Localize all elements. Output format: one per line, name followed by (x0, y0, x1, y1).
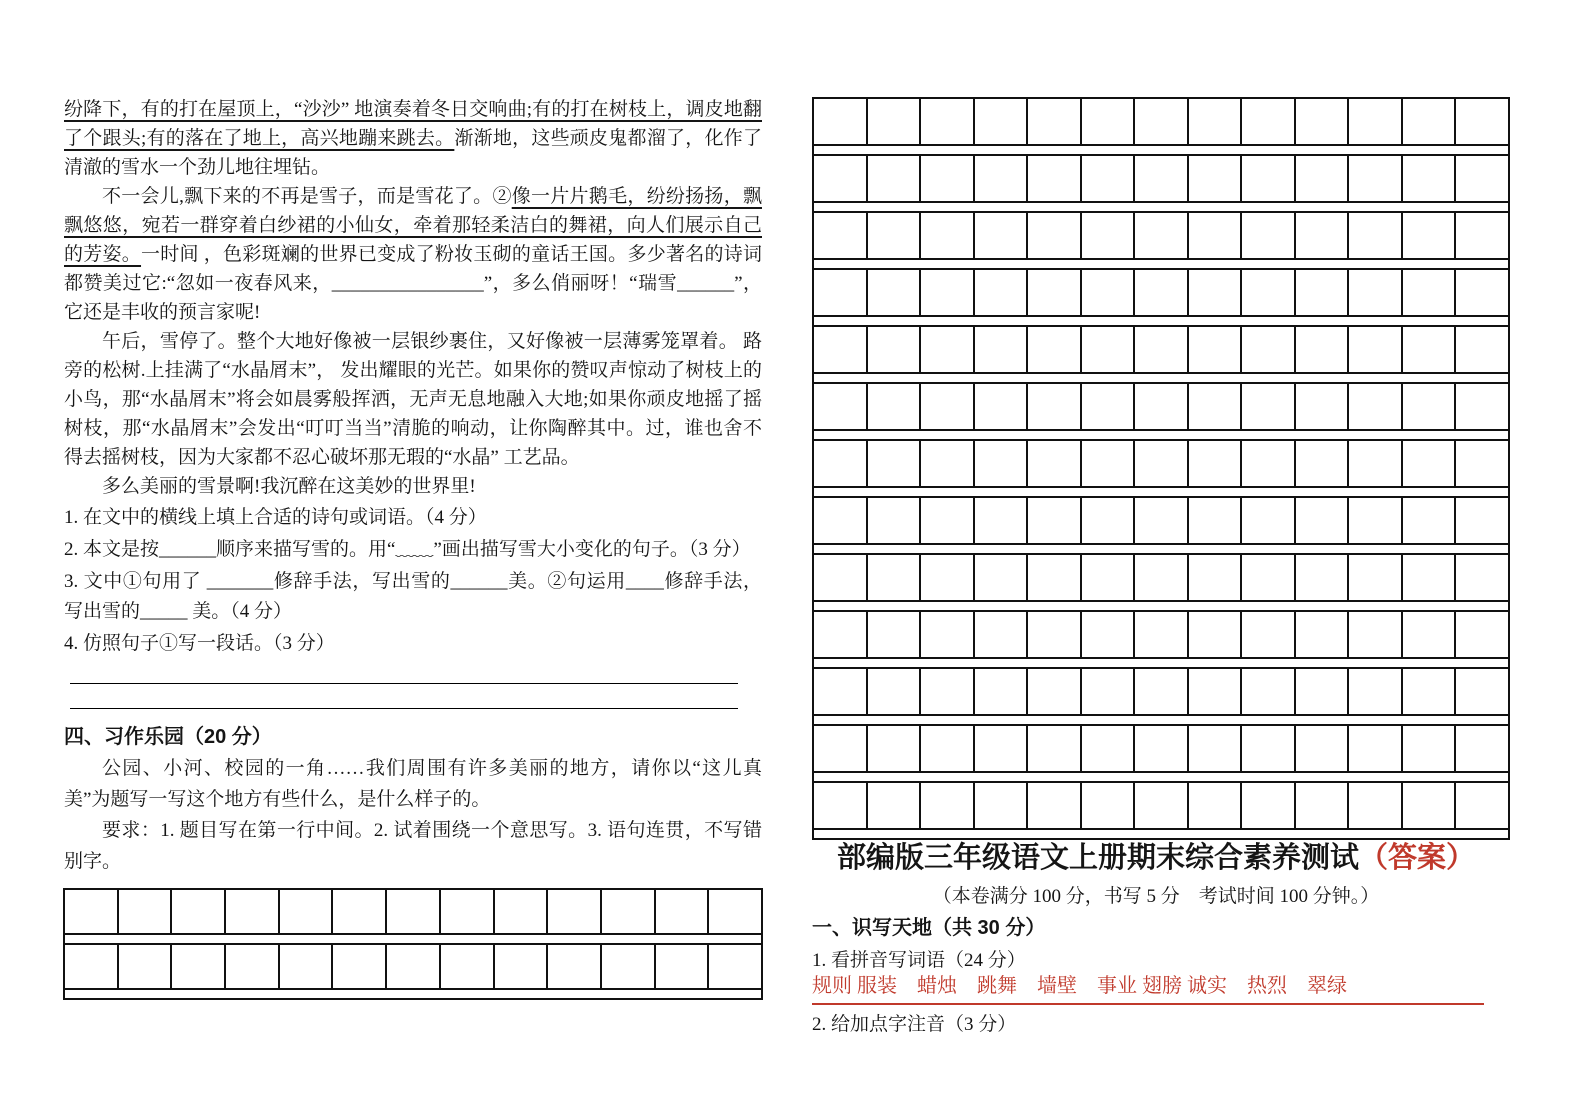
writing-cell (868, 384, 922, 429)
item2-label: 2. 给加点字注音（3 分） (812, 1014, 1017, 1035)
grid-strip (814, 659, 1508, 669)
writing-cell (1028, 555, 1082, 600)
passage-paragraph (64, 182, 762, 327)
writing-cell (868, 726, 922, 771)
writing-cell (1456, 270, 1508, 315)
writing-cell (602, 945, 656, 988)
writing-cell (814, 612, 868, 657)
writing-cell (65, 890, 119, 933)
writing-cell (1028, 783, 1082, 828)
title-answer-tag: （答案） (1359, 842, 1476, 874)
writing-cell (1135, 669, 1189, 714)
reading-passage (64, 95, 762, 501)
writing-cell (1403, 441, 1457, 486)
writing-cell (1028, 270, 1082, 315)
writing-cell (1349, 99, 1403, 144)
writing-cell (1028, 669, 1082, 714)
writing-cell (814, 270, 868, 315)
writing-cell (814, 726, 868, 771)
writing-cell (1456, 156, 1508, 201)
writing-cell (280, 945, 334, 988)
writing-cell (921, 270, 975, 315)
writing-cell (1082, 498, 1136, 543)
question-item: 4. 仿照句子①写一段话。（3 分） (64, 633, 335, 654)
writing-cell (1028, 498, 1082, 543)
writing-cell (1296, 726, 1350, 771)
writing-cell (814, 441, 868, 486)
grid-strip (814, 602, 1508, 612)
writing-cell (1135, 213, 1189, 258)
writing-cell (868, 270, 922, 315)
writing-cell (1135, 783, 1189, 828)
grid-row (814, 555, 1508, 602)
writing-cell (868, 612, 922, 657)
writing-cell (1082, 99, 1136, 144)
writing-cell (1082, 156, 1136, 201)
writing-cell (975, 612, 1029, 657)
grid-strip (65, 935, 761, 945)
writing-cell (921, 726, 975, 771)
writing-cell (387, 890, 441, 933)
writing-cell (1028, 726, 1082, 771)
writing-cell (548, 945, 602, 988)
reading-questions (64, 503, 762, 659)
writing-cell (1135, 555, 1189, 600)
writing-cell (1135, 384, 1189, 429)
writing-cell (1082, 612, 1136, 657)
writing-cell (1296, 99, 1350, 144)
writing-cell (1242, 555, 1296, 600)
left-column (64, 95, 762, 877)
answer-line (70, 683, 738, 684)
writing-cell (921, 99, 975, 144)
writing-cell (868, 156, 922, 201)
writing-cell (1403, 99, 1457, 144)
writing-cell (1242, 441, 1296, 486)
essay-grid-left (63, 888, 763, 1000)
writing-cell (1403, 498, 1457, 543)
writing-cell (1135, 99, 1189, 144)
writing-cell (387, 945, 441, 988)
writing-cell (921, 156, 975, 201)
writing-cell (333, 890, 387, 933)
writing-cell (1242, 783, 1296, 828)
writing-cell (1349, 327, 1403, 372)
passage-paragraph (64, 95, 762, 182)
writing-section-heading: 四、习作乐园（20 分） (64, 726, 272, 748)
writing-cell (814, 555, 868, 600)
writing-cell (975, 441, 1029, 486)
writing-cell (441, 890, 495, 933)
grid-strip (814, 488, 1508, 498)
writing-cell (1189, 327, 1243, 372)
essay-grid-right (812, 97, 1510, 840)
writing-cell (1403, 327, 1457, 372)
writing-cell (1135, 726, 1189, 771)
underlined-text: 纷降下，有的打在屋顶上，“沙沙” 地演奏着冬日交响曲;有的打在树枝上，调皮地翻了个跟头;有的落在了地上，高兴地蹦来跳去。 (64, 99, 762, 149)
writing-cell (1082, 726, 1136, 771)
writing-cell (709, 890, 761, 933)
writing-cell (1189, 783, 1243, 828)
writing-cell (1456, 384, 1508, 429)
writing-cell (1403, 783, 1457, 828)
writing-cell (1296, 441, 1350, 486)
writing-cell (1189, 726, 1243, 771)
grid-strip (814, 374, 1508, 384)
writing-cell (1456, 213, 1508, 258)
grid-row (814, 726, 1508, 773)
writing-cell (1189, 99, 1243, 144)
writing-cell (65, 945, 119, 988)
writing-cell (1296, 612, 1350, 657)
writing-cell (921, 327, 975, 372)
writing-cell (814, 498, 868, 543)
writing-cell (1296, 384, 1350, 429)
writing-cell (1456, 669, 1508, 714)
grid-row (814, 156, 1508, 203)
writing-cell (1456, 441, 1508, 486)
writing-cell (1242, 327, 1296, 372)
writing-cell (1456, 327, 1508, 372)
writing-cell (1456, 783, 1508, 828)
writing-cell (1403, 726, 1457, 771)
section1-heading: 一、识写天地（共 30 分） (812, 917, 1046, 939)
writing-cell (1296, 783, 1350, 828)
writing-cell (1082, 555, 1136, 600)
writing-cell (814, 99, 868, 144)
item1-label: 1. 看拼音写词语（24 分） (812, 950, 1026, 971)
writing-cell (226, 945, 280, 988)
writing-cell (1403, 156, 1457, 201)
writing-cell (1296, 555, 1350, 600)
grid-row (65, 890, 761, 935)
grid-row (814, 612, 1508, 659)
writing-cell (1028, 99, 1082, 144)
writing-cell (1135, 498, 1189, 543)
writing-cell (1242, 384, 1296, 429)
grid-strip (814, 203, 1508, 213)
grid-strip (814, 431, 1508, 441)
grid-row (814, 270, 1508, 317)
writing-cell (548, 890, 602, 933)
writing-cell (1456, 612, 1508, 657)
title-main: 部编版三年级语文上册期末综合素养测试 (836, 842, 1359, 874)
writing-cell (1456, 99, 1508, 144)
writing-cell (1135, 156, 1189, 201)
writing-cell (1189, 156, 1243, 201)
writing-cell (868, 783, 922, 828)
writing-cell (1189, 441, 1243, 486)
writing-cell (921, 441, 975, 486)
writing-cell (921, 783, 975, 828)
passage-paragraph (64, 472, 762, 501)
exam-info-line: （本卷满分 100 分，书写 5 分 考试时间 100 分钟。） (932, 886, 1380, 907)
writing-cell (1349, 783, 1403, 828)
grid-strip (814, 773, 1508, 783)
underlined-text: 像一片片鹅毛，纷纷扬扬，飘飘悠悠，宛若一群穿着白纱裙的小仙女，牵着那轻柔洁白的舞裙，向人们展示自己的芳姿。 (64, 186, 762, 265)
writing-cell (1456, 726, 1508, 771)
grid-strip (814, 260, 1508, 270)
writing-cell (1242, 270, 1296, 315)
writing-cell (495, 890, 549, 933)
writing-cell (280, 890, 334, 933)
writing-cell (921, 384, 975, 429)
grid-strip (65, 990, 761, 998)
grid-row (814, 213, 1508, 260)
writing-cell (1189, 612, 1243, 657)
item1-answers-red: 规则 服装 蜡烛 跳舞 墙壁 事业 翅膀 诚实 热烈 翠绿 (812, 974, 1484, 1005)
writing-cell (1242, 498, 1296, 543)
writing-cell (814, 384, 868, 429)
writing-cell (921, 612, 975, 657)
writing-cell (1028, 213, 1082, 258)
writing-cell (921, 498, 975, 543)
plain-text: 不一会儿,飘下来的不再是雪子，而是雪花了。② (102, 186, 512, 207)
writing-cell (1189, 498, 1243, 543)
writing-cell (1135, 612, 1189, 657)
grid-row (814, 384, 1508, 431)
writing-cell (868, 555, 922, 600)
writing-cell (226, 890, 280, 933)
question-item: 3. 文中①句用了 _______修辞手法，写出雪的______美。②句运用____修辞手法，写出雪的_____ 美。（4 分） (64, 571, 762, 622)
writing-cell (814, 327, 868, 372)
writing-cell (709, 945, 761, 988)
grid-row (814, 669, 1508, 716)
writing-cell (1242, 156, 1296, 201)
writing-cell (1403, 213, 1457, 258)
writing-cell (975, 498, 1029, 543)
writing-cell (868, 669, 922, 714)
writing-cell (975, 327, 1029, 372)
writing-cell (333, 945, 387, 988)
writing-cell (1296, 327, 1350, 372)
writing-cell (1028, 612, 1082, 657)
grid-row (814, 441, 1508, 488)
grid-row (814, 99, 1508, 146)
writing-cell (172, 945, 226, 988)
writing-cell (1242, 669, 1296, 714)
writing-cell (1242, 612, 1296, 657)
plain-text: 多么美丽的雪景啊!我沉醉在这美妙的世界里! (102, 476, 476, 497)
writing-cell (1242, 726, 1296, 771)
writing-cell (1403, 612, 1457, 657)
writing-cell (1456, 555, 1508, 600)
writing-cell (1403, 669, 1457, 714)
writing-cell (868, 498, 922, 543)
writing-cell (1189, 213, 1243, 258)
plain-text: 午后，雪停了。整个大地好像被一层银纱裹住，又好像被一层薄雾笼罩着。 路旁的松树.上挂满了“水晶屑末”， 发出耀眼的光芒。如果你的赞叹声惊动了树枝上的小鸟，那“水晶屑末”将会如晨雾般挥洒，无声无息地融入大地;如果你顽皮地摇了摇树枝，那“水晶屑末”会发出“叮叮当当”清脆的响动，让你陶醉其中。过，谁也舍不得去摇树枝，因为大家都不忍心破坏那无瑕的“水晶” 工艺品。 (64, 331, 762, 468)
writing-prompt: 公园、小河、校园的一角……我们周围有许多美丽的地方，请你以“这儿真美”为题写一写这个地方有些什么，是什么样子的。 (64, 758, 762, 810)
writing-cell (1349, 441, 1403, 486)
writing-cell (172, 890, 226, 933)
writing-cell (975, 270, 1029, 315)
writing-cell (1403, 270, 1457, 315)
writing-cell (1349, 726, 1403, 771)
writing-cell (1296, 270, 1350, 315)
writing-cell (975, 156, 1029, 201)
writing-cell (975, 783, 1029, 828)
writing-cell (1028, 384, 1082, 429)
grid-strip (814, 716, 1508, 726)
grid-strip (814, 545, 1508, 555)
grid-strip (814, 146, 1508, 156)
writing-cell (868, 327, 922, 372)
writing-cell (1456, 498, 1508, 543)
writing-cell (1296, 156, 1350, 201)
writing-cell (975, 555, 1029, 600)
grid-row (814, 498, 1508, 545)
writing-cell (1028, 156, 1082, 201)
writing-cell (602, 890, 656, 933)
grid-strip (814, 317, 1508, 327)
writing-cell (921, 213, 975, 258)
writing-cell (1296, 213, 1350, 258)
writing-cell (1028, 327, 1082, 372)
writing-cell (814, 156, 868, 201)
writing-cell (1349, 612, 1403, 657)
writing-cell (1135, 441, 1189, 486)
writing-cell (1349, 498, 1403, 543)
writing-cell (1082, 327, 1136, 372)
writing-cell (1349, 213, 1403, 258)
writing-cell (1349, 555, 1403, 600)
writing-cell (1082, 270, 1136, 315)
writing-cell (1082, 669, 1136, 714)
grid-row (814, 783, 1508, 830)
question-item: 1. 在文中的横线上填上合适的诗句或词语。（4 分） (64, 507, 487, 528)
writing-cell (975, 384, 1029, 429)
answer-sheet-title (798, 836, 1514, 880)
writing-cell (868, 99, 922, 144)
writing-cell (1135, 270, 1189, 315)
writing-cell (1189, 669, 1243, 714)
writing-cell (1349, 669, 1403, 714)
grid-row (65, 945, 761, 990)
writing-cell (1242, 99, 1296, 144)
writing-cell (868, 441, 922, 486)
writing-cell (1349, 156, 1403, 201)
writing-cell (656, 890, 710, 933)
writing-cell (814, 213, 868, 258)
writing-cell (1189, 384, 1243, 429)
writing-cell (656, 945, 710, 988)
writing-cell (119, 945, 173, 988)
writing-cell (1403, 384, 1457, 429)
writing-cell (1189, 270, 1243, 315)
writing-cell (1082, 384, 1136, 429)
writing-cell (441, 945, 495, 988)
writing-cell (1242, 213, 1296, 258)
writing-cell (1349, 384, 1403, 429)
writing-cell (975, 99, 1029, 144)
writing-cell (921, 669, 975, 714)
writing-cell (868, 213, 922, 258)
writing-cell (1296, 669, 1350, 714)
writing-cell (1349, 270, 1403, 315)
answer-line (70, 708, 738, 709)
plain-text: 一时间 ，色彩斑斓的世界已变成了粉妆玉砌的童话王国。多少著名的诗词都赞美过它:“忽如一夜春风来，________________”，多么俏丽呀！“瑞雪______”，它还是丰收的预言家呢! (64, 244, 762, 323)
writing-cell (814, 783, 868, 828)
writing-cell (975, 213, 1029, 258)
writing-cell (1296, 498, 1350, 543)
grid-row (814, 327, 1508, 374)
writing-cell (1403, 555, 1457, 600)
writing-cell (1028, 441, 1082, 486)
question-item: 2. 本文是按______顺序来描写雪的。用“﹏﹏”画出描写雪大小变化的句子。（3 分） (64, 539, 751, 560)
passage-paragraph (64, 327, 762, 472)
writing-cell (495, 945, 549, 988)
writing-cell (814, 669, 868, 714)
writing-cell (1082, 441, 1136, 486)
writing-cell (975, 726, 1029, 771)
plain-text: 渐渐地，这些顽皮鬼都溜了，化作了清澈的雪水一个劲儿地往埋钻。 (64, 128, 762, 178)
writing-cell (119, 890, 173, 933)
writing-requirements: 要求：1. 题目写在第一行中间。2. 试着围绕一个意思写。3. 语句连贯，不写错别字。 (64, 820, 762, 872)
writing-cell (1135, 327, 1189, 372)
writing-cell (1082, 783, 1136, 828)
writing-cell (1082, 213, 1136, 258)
writing-cell (975, 669, 1029, 714)
writing-cell (921, 555, 975, 600)
writing-cell (1189, 555, 1243, 600)
